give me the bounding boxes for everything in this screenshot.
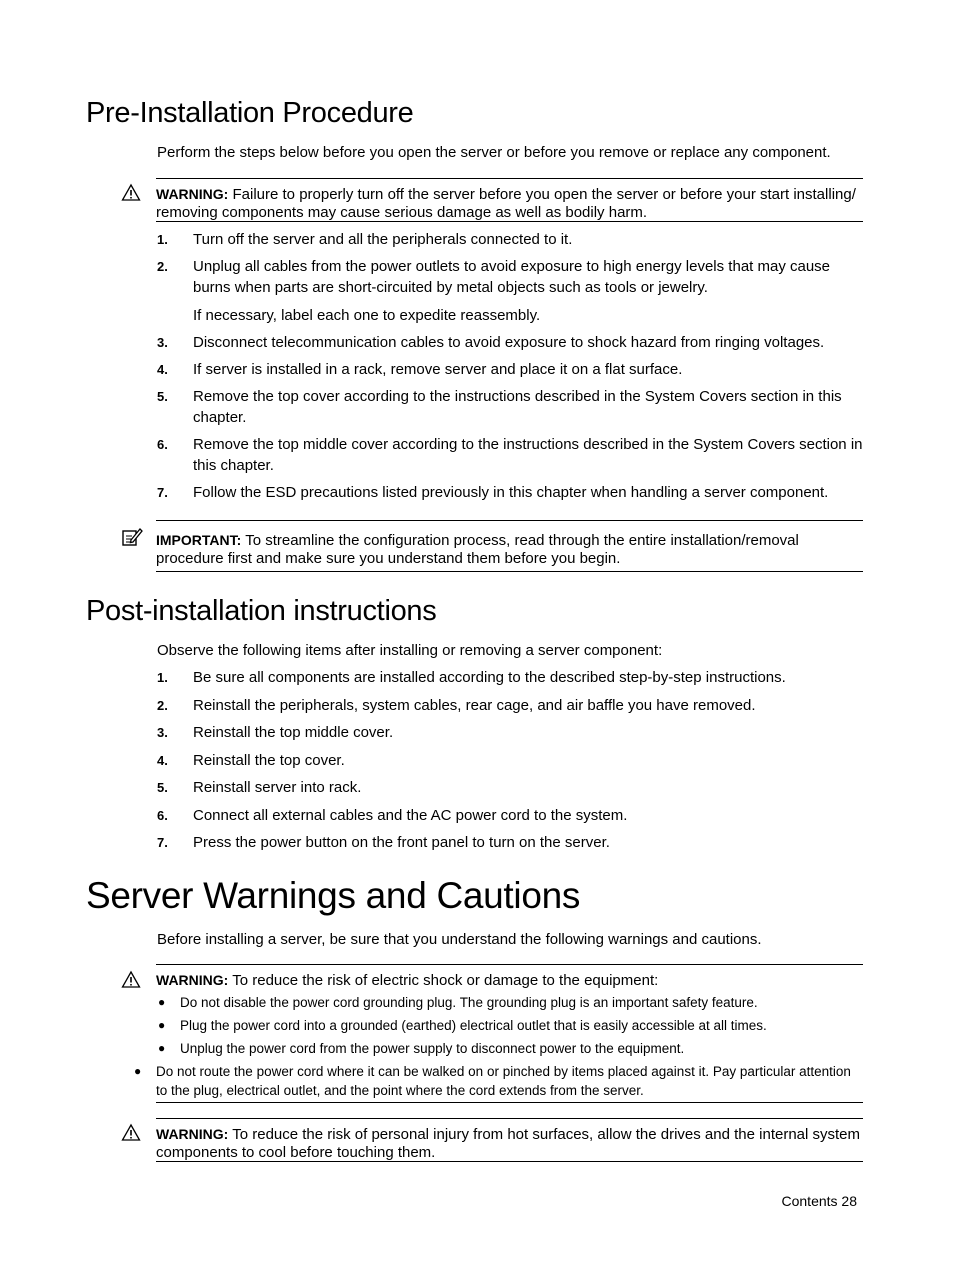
list-item: 2. Reinstall the peripherals, system cables, rear cage, and air baffle you have removed. (157, 696, 756, 714)
warning-label: WARNING: (156, 186, 229, 202)
list-item: ● Unplug the power cord from the power supply to disconnect power to the equipment. (158, 1041, 685, 1056)
list-item: 5. Remove the top cover according to the instructions described in the System Covers section in this chapter. (157, 388, 842, 426)
important-note-icon (121, 526, 143, 548)
post-steps-list (157, 667, 865, 853)
heading-post-installation: Post-installation instructions (86, 595, 437, 627)
important-note (156, 520, 863, 572)
warning-text: To reduce the risk of personal injury from hot surfaces, allow the drives and the internal system components to cool before touching them. (156, 1126, 861, 1161)
warning-triangle-icon (121, 183, 141, 203)
warnings-intro: Before installing a server, be sure that you understand the following warnings and cautions. (157, 931, 762, 948)
bullet-dot: ● (158, 1041, 166, 1055)
bullet-dot: ● (158, 995, 166, 1009)
list-item: ● Do not disable the power cord grounding plug. The grounding plug is an important safety feature. (158, 995, 758, 1010)
warning-label: WARNING: (156, 972, 229, 988)
post-intro: Observe the following items after installing or removing a server component: (157, 642, 663, 659)
warning-note-power-off (156, 178, 863, 222)
heading-server-warnings: Server Warnings and Cautions (86, 875, 581, 916)
list-item: ● Plug the power cord into a grounded (earthed) electrical outlet that is easily accessible at all times. (158, 1018, 767, 1033)
list-item: 6. Remove the top middle cover according to the instructions described in the System Covers section in this chapter. (157, 436, 863, 474)
list-item: 7. Follow the ESD precautions listed previously in this chapter when handling a server component. (157, 484, 829, 501)
warning-text: To reduce the risk of electric shock or damage to the equipment: (228, 972, 659, 989)
list-item: 6. Connect all external cables and the AC power cord to the system. (157, 806, 628, 824)
list-item: 4. If server is installed in a rack, remove server and place it on a flat surface. (157, 361, 683, 378)
warning-triangle-icon (121, 970, 141, 990)
pre-steps-list (157, 229, 865, 503)
page-footer: Contents 28 (781, 1193, 857, 1209)
list-item: 7. Press the power button on the front panel to turn on the server. (157, 834, 610, 851)
bullet-dot: ● (134, 1064, 142, 1078)
important-label: IMPORTANT: (156, 532, 242, 548)
important-text: To streamline the configuration process, read through the entire installation/removal procedure first and make sure you understand them before you begin. (156, 532, 799, 567)
bullet-dot: ● (158, 1018, 166, 1032)
list-item: ● Do not route the power cord where it can be walked on or pinched by items placed against it. Pay particular attention to the plug, electrical outlet, and the point where the cord extends from the server. (134, 1064, 851, 1098)
pre-intro: Perform the steps below before you open the server or before you remove or replace any component. (157, 144, 831, 161)
warning-bullets (134, 993, 863, 1100)
list-item: 1. Turn off the server and all the peripherals connected to it. (157, 231, 573, 248)
heading-pre-installation: Pre-Installation Procedure (86, 97, 414, 129)
warning-text: Failure to properly turn off the server before you open the server or before your start installing/ removing components may cause serious damage as well as bodily harm. (156, 186, 856, 221)
warning-triangle-icon (121, 1123, 141, 1143)
warning-note-electric-shock (134, 964, 863, 1103)
list-item: 3. Disconnect telecommunication cables to avoid exposure to shock hazard from ringing voltages. (157, 334, 825, 351)
list-item: 1. Be sure all components are installed according to the described step-by-step instructions. (157, 669, 786, 686)
warning-label: WARNING: (156, 1126, 229, 1142)
list-item: 2. Unplug all cables from the power outlets to avoid exposure to high energy levels that may cause burns when parts are short-circuited by metal objects such as tools or jewelry. If necessary, label each one to expedite reassembly. (157, 258, 831, 324)
list-item: 3. Reinstall the top middle cover. (157, 724, 394, 741)
list-item: 5. Reinstall server into rack. (157, 779, 362, 796)
list-item: 4. Reinstall the top cover. (157, 751, 345, 769)
warning-note-hot-surfaces (156, 1118, 863, 1162)
